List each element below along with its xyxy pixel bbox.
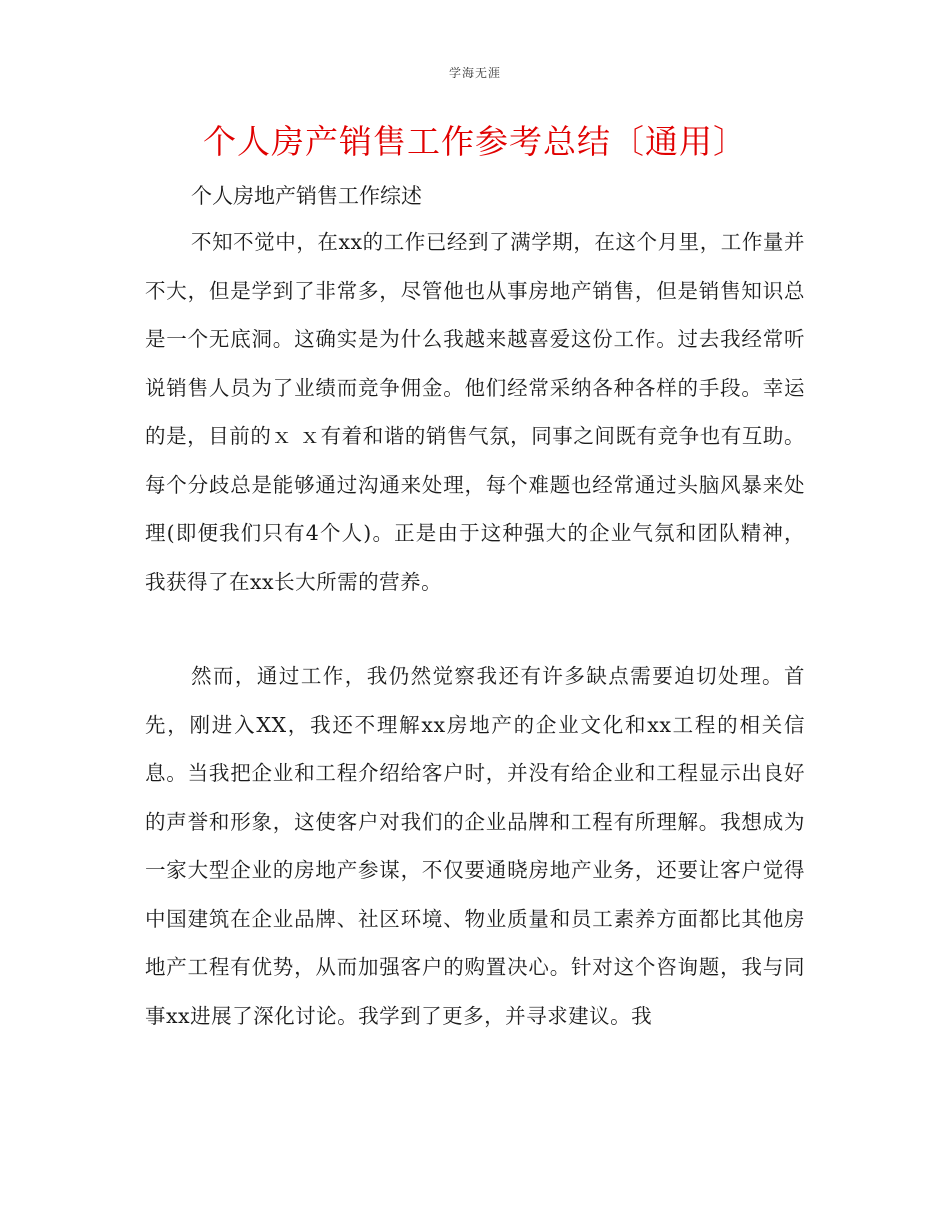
document-subtitle: 个人房地产销售工作综述 bbox=[191, 184, 422, 208]
page-header: 学海无涯 bbox=[448, 66, 501, 80]
document-title: 个人房产销售工作参考总结〔通用〕 bbox=[203, 122, 747, 161]
body-paragraph-2: 然而，通过工作，我仍然觉察我还有许多缺点需要迫切处理。首先，刚进入XX，我还不理解xx房地产的企业文化和xx工程的相关信息。当我把企业和工程介绍给客户时，并没有给企业和工程显示出良好的声誉和形象，这使客户对我们的企业品牌和工程有所理解。我想成为一家大型企业的房地产参谋，不仅要通晓房地产业务，还要让客户觉得中国建筑在企业品牌、社区环境、物业质量和员工素养方面都比其他房地产工程有优势，从而加强客户的购置决心。针对这个咨询题，我与同事xx进展了深化讨论。我学到了更多，并寻求建议。我 bbox=[145, 664, 805, 1028]
body-paragraph-1: 不知不觉中，在xx的工作已经到了满学期，在这个月里，工作量并不大，但是学到了非常多，尽管他也从事房地产销售，但是销售知识总是一个无底洞。这确实是为什么我越来越喜爱这份工作。过去我经常听说销售人员为了业绩而竞争佣金。他们经常采纳各种各样的手段。幸运的是，目前的ｘ ｘ有着和谐的销售气氛，同事之间既有竞争也有互助。每个分歧总是能够通过沟通来处理，每个难题也经常通过头脑风暴来处理(即便我们只有4个人)。正是由于这种强大的企业气氛和团队精神，我获得了在xx长大所需的营养。 bbox=[145, 230, 805, 594]
